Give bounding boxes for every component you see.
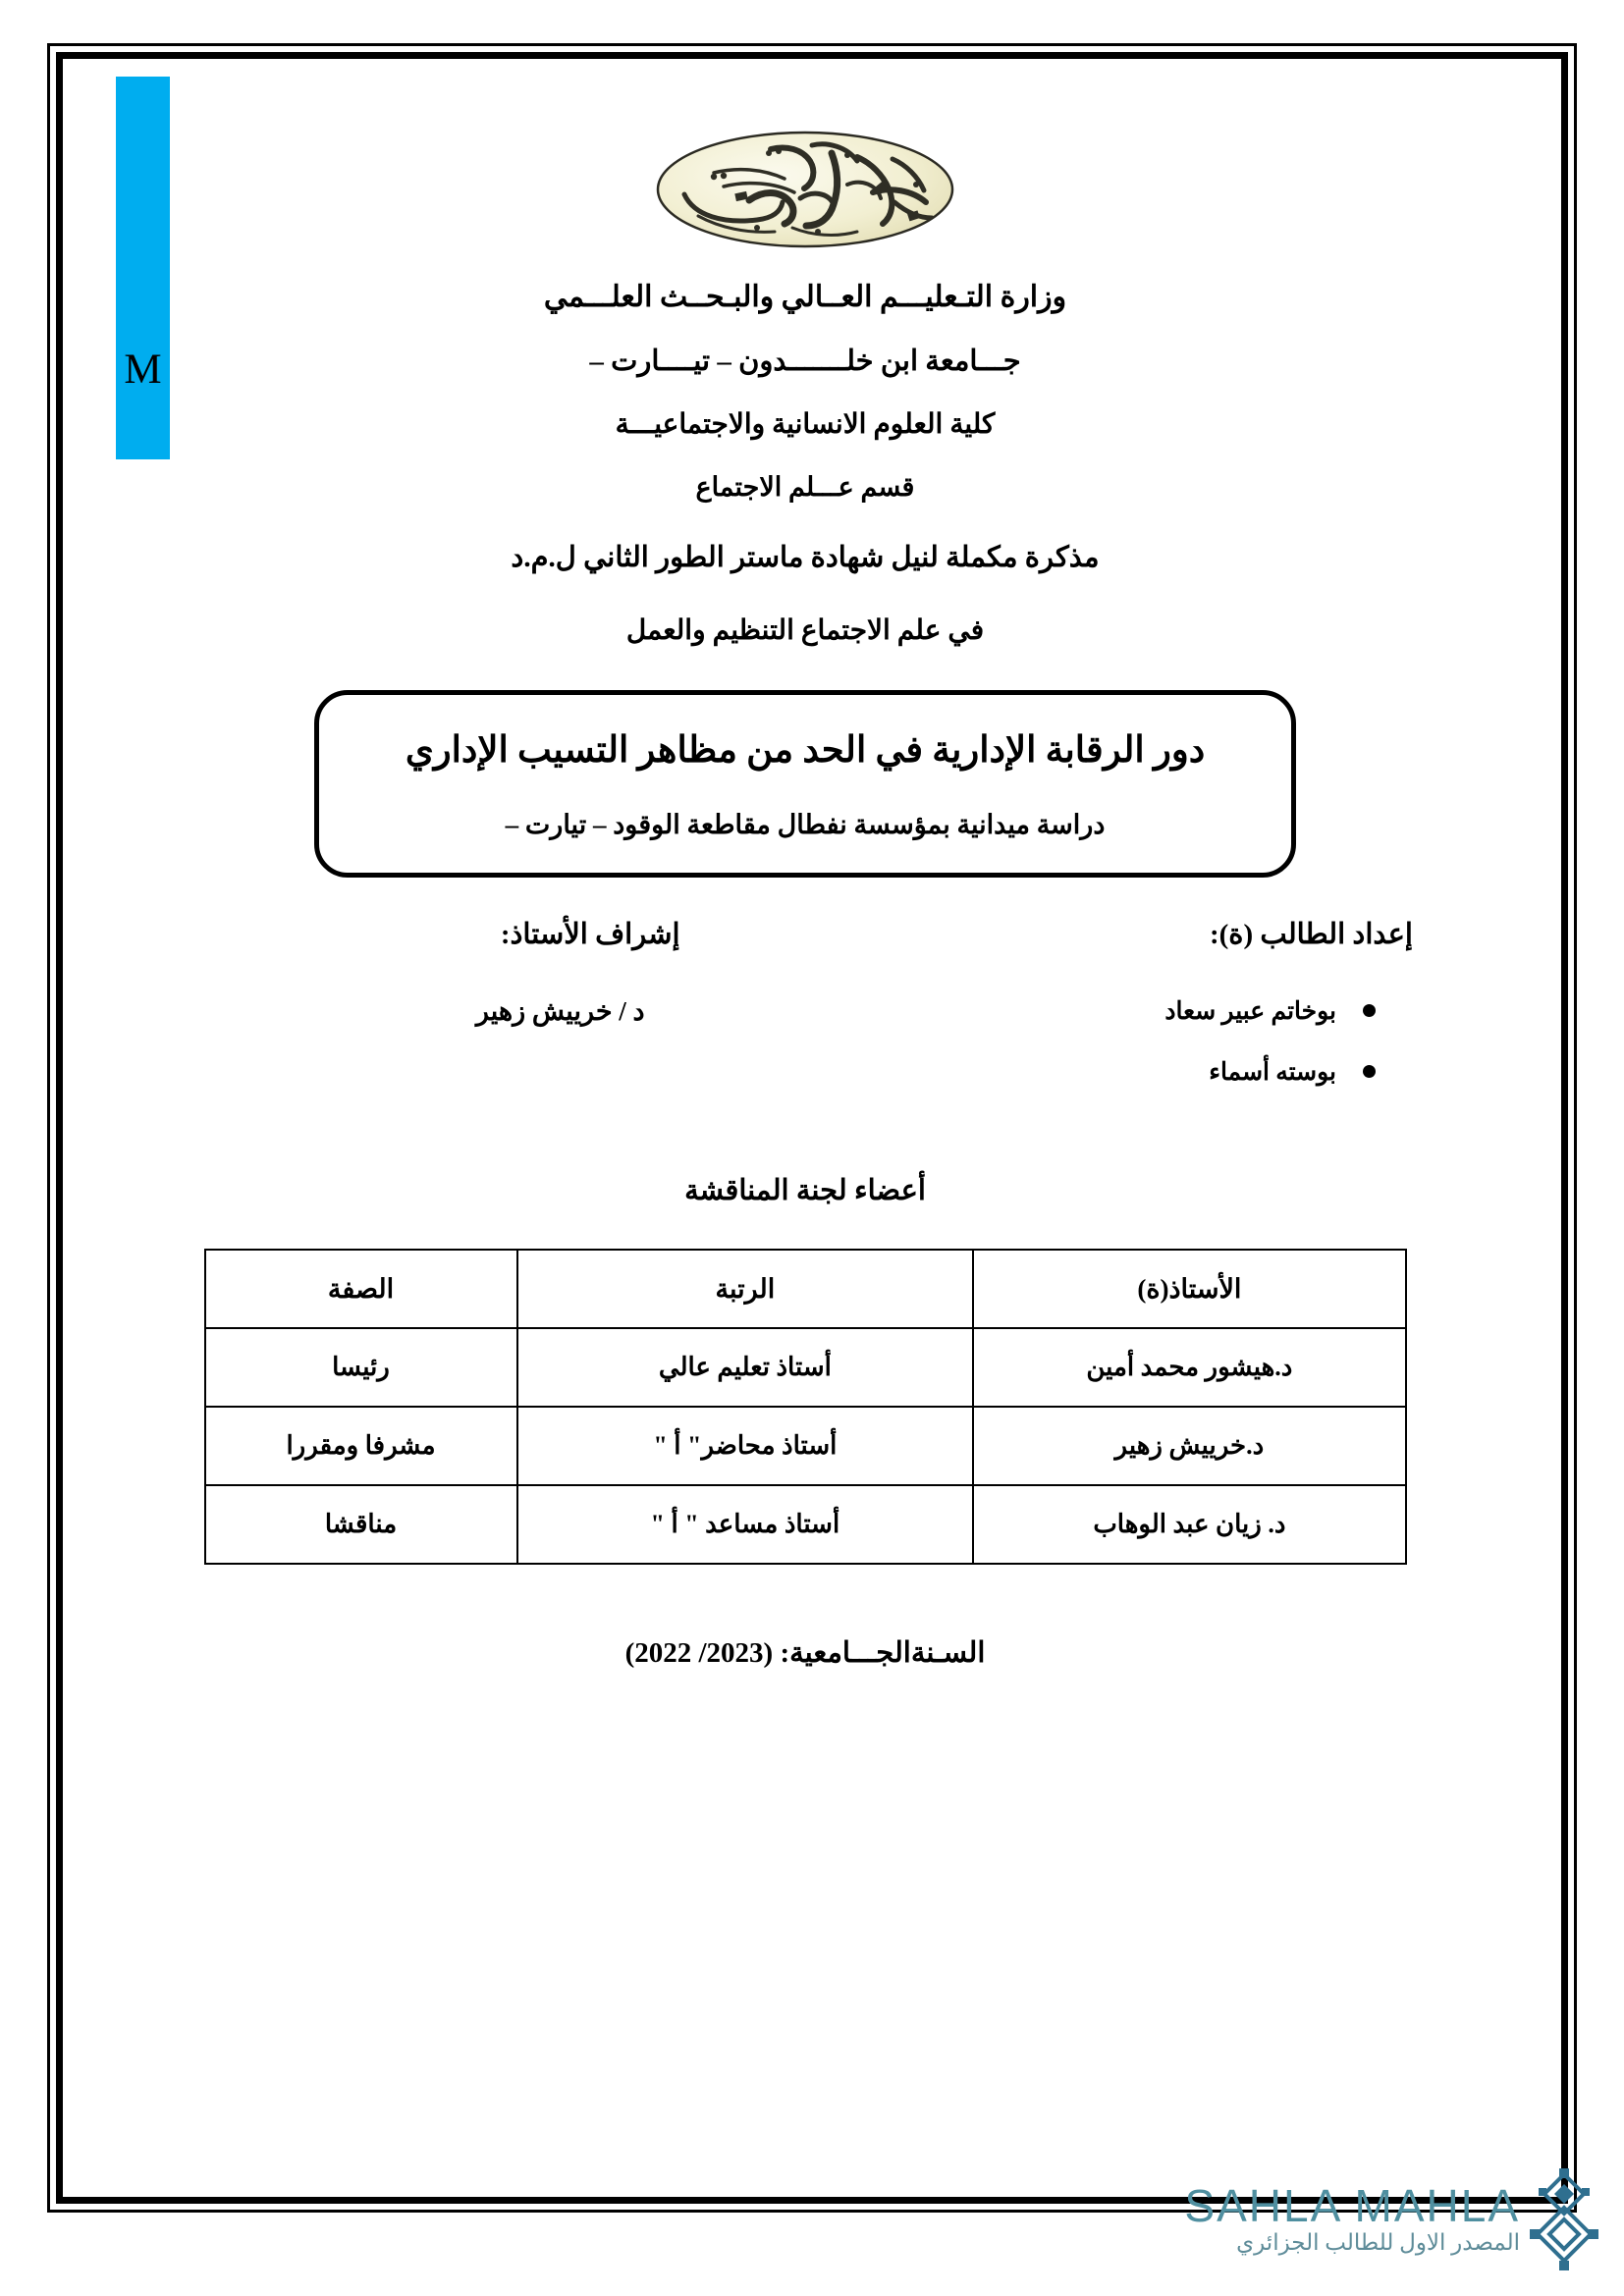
cell-professor: د. زيان عبد الوهاب — [973, 1485, 1405, 1564]
thesis-title: دور الرقابة الإدارية في الحد من مظاهر التسيب الإداري — [405, 730, 1206, 771]
watermark-text — [1184, 2179, 1520, 2257]
university-logo — [69, 128, 1542, 250]
table-row — [205, 1328, 1406, 1407]
authors-section — [172, 917, 1438, 1118]
side-tab-letter: M — [124, 347, 162, 393]
students-names-column — [780, 951, 1438, 1118]
faculty-line: كلية العلوم الانسانية والاجتماعيـــة — [615, 409, 996, 440]
supervisor-name-column — [172, 951, 730, 1027]
degree-note: مذكرة مكملة لنيل شهادة ماستر الطور الثاني ل.م.د — [511, 542, 1100, 573]
cell-professor: د.خرييش زهير — [973, 1407, 1405, 1485]
ministry-line: وزارة التـعليـــم العــالي والبـحــث العلـــمي — [543, 281, 1067, 313]
list-item — [780, 1057, 1336, 1087]
supervisor-heading: إشراف الأستاذ: — [500, 919, 680, 951]
watermark-subtitle: المصدر الاول للطالب الجزائري — [1236, 2230, 1520, 2256]
sahla-mahla-watermark — [1184, 2168, 1602, 2270]
ibn-khaldoun-logo-icon — [655, 130, 955, 249]
cell-rank: أستاذ تعليم عالي — [517, 1328, 974, 1407]
academic-year-value: (2022 /2023) — [624, 1637, 774, 1670]
column-header-role: الصفة — [205, 1250, 517, 1328]
blue-side-tab — [116, 77, 170, 459]
students-column — [780, 917, 1438, 951]
jury-table — [204, 1249, 1407, 1565]
authors-heading-row — [172, 917, 1438, 951]
student-name: بوخاتم عبير سعاد — [1164, 998, 1336, 1026]
watermark-title: SAHLA MAHLA — [1184, 2179, 1520, 2231]
students-list — [780, 996, 1413, 1087]
bullet-icon — [1363, 1004, 1376, 1017]
diamond-ornament-icon — [1526, 2168, 1602, 2270]
cover-content — [69, 59, 1542, 1670]
specialty-line: في علم الاجتماع التنظيم والعمل — [625, 615, 985, 646]
thesis-subtitle: دراسة ميدانية بمؤسسة نفطال مقاطعة الوقود – تيارت – — [505, 809, 1106, 839]
column-header-professor: الأستاذ(ة) — [973, 1250, 1405, 1328]
students-heading: إعداد الطالب (ة): — [1209, 919, 1413, 951]
supervisor-column — [172, 917, 730, 951]
thesis-title-box — [314, 690, 1296, 878]
cell-role: مناقشا — [205, 1485, 517, 1564]
authors-values-row — [172, 951, 1438, 1118]
cell-role: رئيسا — [205, 1328, 517, 1407]
supervisor-name: د / خرييش زهير — [475, 996, 645, 1027]
table-row — [205, 1407, 1406, 1485]
table-header-row — [205, 1250, 1406, 1328]
bullet-icon — [1363, 1065, 1376, 1078]
jury-table-wrapper — [204, 1249, 1407, 1565]
department-line: قسم عـــلم الاجتماع — [695, 472, 915, 502]
table-row — [205, 1485, 1406, 1564]
university-line: جـــامعة ابن خلـــــــدون – تيــــارت – — [589, 346, 1021, 377]
jury-heading: أعضاء لجنة المناقشة — [684, 1175, 926, 1207]
cell-role: مشرفا ومقررا — [205, 1407, 517, 1485]
cell-rank: أستاذ محاضر" أ " — [517, 1407, 974, 1485]
cell-professor: د.هيشور محمد أمين — [973, 1328, 1405, 1407]
list-item — [780, 996, 1336, 1026]
academic-year — [69, 1635, 1542, 1670]
academic-year-label: السـنةالجـــامعية: — [780, 1637, 986, 1670]
student-name: بوسته أسماء — [1209, 1059, 1336, 1087]
cell-rank: أستاذ مساعد " أ " — [517, 1485, 974, 1564]
column-header-rank: الرتبة — [517, 1250, 974, 1328]
